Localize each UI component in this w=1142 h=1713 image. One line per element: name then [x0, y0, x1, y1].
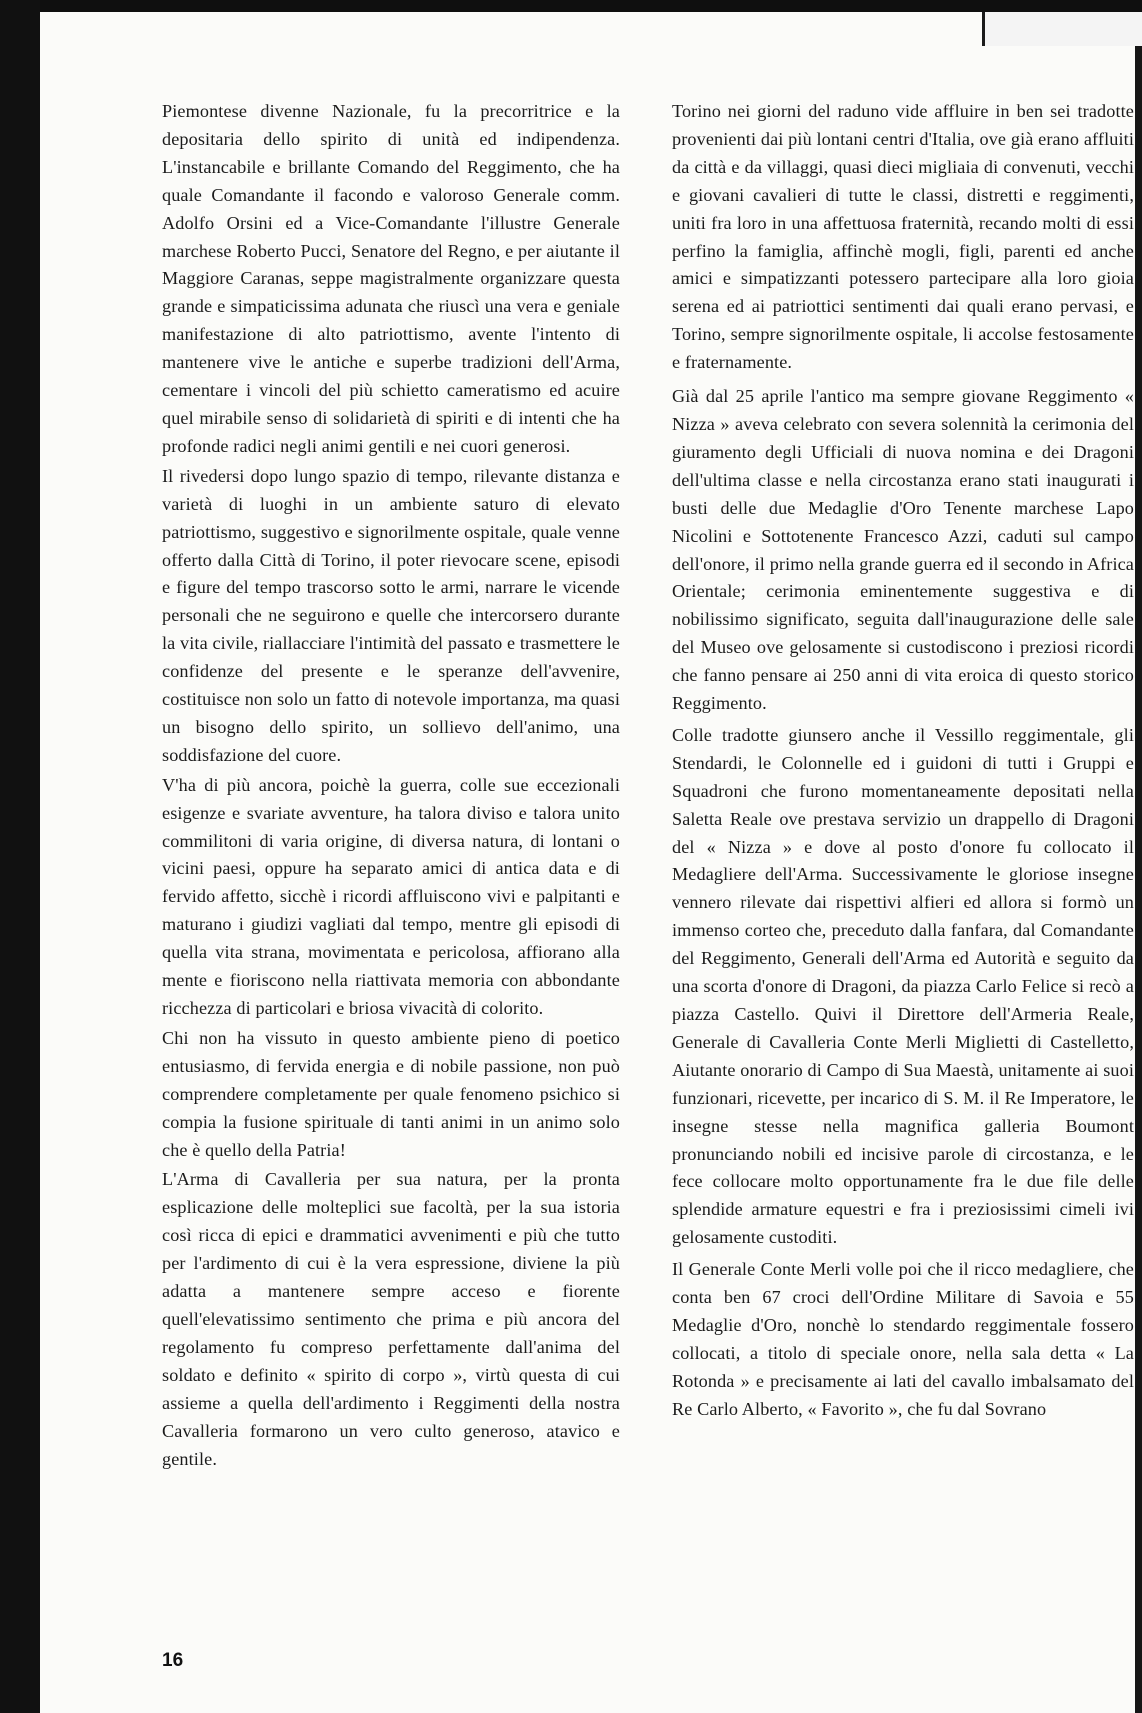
page-number: 16 [162, 1650, 184, 1671]
scan-top-border [0, 0, 1142, 12]
paragraph: Colle tradotte giunsero anche il Vessillo reggimentale, gli Stendardi, le Colonnelle ed i guidoni di tutti i Gruppi e Squadroni che furono momentaneamente depositati nella Saletta Reale ove prestava servizio un drappello di Dragoni del « Nizza » e dove al posto d'onore fu collocato il Medagliere dell'Arma. Successivamente le gloriose insegne vennero rilevate dai rispettivi alfieri ed allora si formò un immenso corteo che, preceduto dalla fanfara, dal Comandante del Reggimento, Generali dell'Arma ed Autorità e seguito da una scorta d'onore di Dragoni, da piazza Carlo Felice si recò a piazza Castello. Quivi il Direttore dell'Armeria Reale, Generale di Cavalleria Conte Merli Miglietti di Castelletto, Aiutante onorario di Campo di Sua Maestà, unitamente ai suoi funzionari, ricevette, per incarico di S. M. il Re Imperatore, le insegne stesse nella magnifica galleria Boumont pronunciando nobili ed incisive parole di circostanza, e le fece collocare molto opportunamente fra le due file delle splendide armature equestri e fra i preziosissimi cimeli ivi gelosamente custoditi. [672, 724, 1134, 1248]
paragraph: Chi non ha vissuto in questo ambiente pieno di poetico entusiasmo, di fervida energia e di nobile passione, non può comprendere completamente per quale fenomeno psichico si compia la fusione spirituale di tanti animi in un animo solo che è quello della Patria! [162, 1027, 620, 1160]
paragraph: Torino nei giorni del raduno vide affluire in ben sei tradotte provenienti dai più lontani centri d'Italia, ove già erano affluiti da città e da villaggi, quasi dieci migliaia di convenuti, vecchi e giovani cavalieri di tutte le classi, distretti e reggimenti, uniti fra loro in una affettuosa fraternità, recando molti di essi perfino la famiglia, affinchè mogli, figli, parenti ed anche amici e simpatizzanti potessero partecipare alla loro gioia serena ed ai patriottici sentimenti dai quali erano pervasi, e Torino, sempre signorilmente ospitale, li accolse festosamente e fraternamente. [672, 101, 1134, 373]
scan-left-border [0, 0, 40, 1713]
scan-top-right-corner [982, 12, 1142, 46]
right-text-column [672, 98, 1134, 1426]
paragraph: Già dal 25 aprile l'antico ma sempre giovane Reggimento « Nizza » aveva celebrato con severa solennità la cerimonia del giuramento degli Ufficiali di nuova nomina e dei Dragoni dell'ultima classe e nella circostanza erano stati inaugurati i busti delle due Medaglie d'Oro Tenente marchese Lapo Nicolini e Sottotenente Francesco Azzi, caduti sul campo dell'onore, il primo nella grande guerra ed il secondo in Africa Orientale; cerimonia eminentemente suggestiva e di nobilissimo significato, seguita dall'inaugurazione delle sale del Museo ove gelosamente si custodiscono i preziosi ricordi che fanno pensare ai 250 anni di vita eroica di questo storico Reggimento. [672, 386, 1134, 714]
left-text-column [162, 98, 620, 1475]
scan-right-border [1135, 46, 1142, 1713]
paragraph: Il Generale Conte Merli volle poi che il ricco medagliere, che conta ben 67 croci dell'Ordine Militare di Savoia e 55 Medaglie d'Oro, nonchè lo stendardo reggimentale fossero collocati, a titolo di speciale onore, nella sala detta « La Rotonda » e precisamente ai lati del cavallo imbalsamato del Re Carlo Alberto, « Favorito », che fu dal Sovrano [672, 1259, 1134, 1419]
paragraph: Piemontese divenne Nazionale, fu la precorritrice e la depositaria dello spirito di unità ed indipendenza. L'instancabile e brillante Comando del Reggimento, che ha quale Comandante il facondo e valoroso Generale comm. Adolfo Orsini ed a Vice-Comandante l'illustre Generale marchese Roberto Pucci, Senatore del Regno, e per aiutante il Maggiore Caranas, seppe magistralmente organizzare questa grande e simpaticissima adunata che riuscì una vera e geniale manifestazione di alto patriottismo, avente l'intento di mantenere vive le antiche e superbe tradizioni dell'Arma, cementare i vincoli del più schietto cameratismo ed acuire quel mirabile senso di solidarietà di spiriti e di intenti che ha profonde radici negli animi gentili e nei cuori generosi. [162, 101, 620, 456]
paragraph: L'Arma di Cavalleria per sua natura, per la pronta esplicazione delle molteplici sue facoltà, per la sua istoria così ricca di epici e drammatici avvenimenti e più che tutto per l'ardimento di cui è la vera espressione, diviene la più adatta a mantenere sempre acceso e fiorente quell'elevatissimo sentimento che prima e più ancora del regolamento fu compreso perfettamente dall'anima del soldato e definito « spirito di corpo », virtù questa di cui assieme a quella dell'ardimento i Reggimenti della nostra Cavalleria formarono un vero culto generoso, atavico e gentile. [162, 1169, 620, 1469]
paragraph: V'ha di più ancora, poichè la guerra, colle sue eccezionali esigenze e svariate avventure, ha talora diviso e talora unito commilitoni di varia origine, di diversa natura, di lontani o vicini paesi, oppure ha separato amici di antica data e di fervido affetto, sicchè i ricordi affluiscono vivi e palpitanti e maturano i giudizi vagliati dal tempo, mentre gli episodi di quella vita strana, movimentata e pericolosa, affiorano alla mente e fioriscono nella riattivata memoria con abbondante ricchezza di particolari e briosa vivacità di colorito. [162, 774, 620, 1018]
paragraph: Il rivedersi dopo lungo spazio di tempo, rilevante distanza e varietà di luoghi in un ambiente saturo di elevato patriottismo, suggestivo e signorilmente ospitale, quale venne offerto dalla Città di Torino, il poter rievocare scene, episodi e figure del tempo trascorso sotto le armi, narrare le vicende personali che ne seguirono e quelle che intercorsero durante la vita civile, riallacciare l'intimità del passato e trasmettere le confidenze del presente e le speranze dell'avvenire, costituisce non solo un fatto di notevole importanza, ma quasi un bisogno dello spirito, un sollievo dell'animo, una soddisfazione del cuore. [162, 465, 620, 765]
